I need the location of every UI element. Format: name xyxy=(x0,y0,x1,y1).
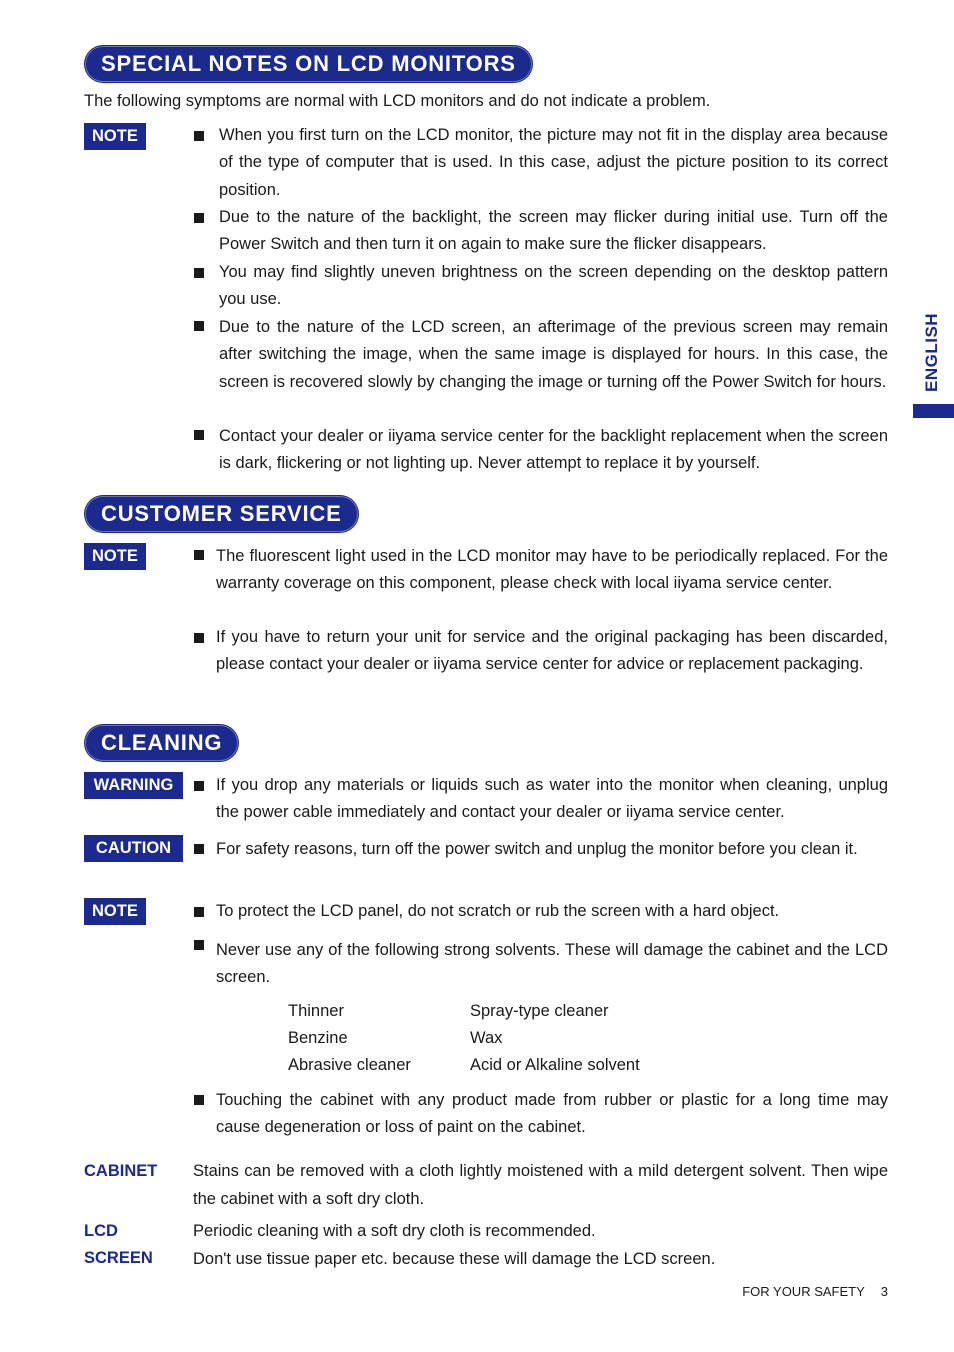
list-item xyxy=(219,122,888,204)
language-tab-marker xyxy=(913,404,954,418)
page-number: 3 xyxy=(880,1284,888,1299)
lcd-screen-term-line2: SCREEN xyxy=(84,1249,153,1267)
bullet-square-icon xyxy=(194,131,204,141)
cabinet-description: Stains can be removed with a cloth lightly moistened with a mild detergent solvent. Then wipe the cabinet with a soft dry cloth. xyxy=(193,1162,888,1208)
list-item-text: When you first turn on the LCD monitor, the picture may not fit in the display area because of the type of computer that is used. In this case, adjust the picture position to its correct position. xyxy=(219,126,888,199)
list-item xyxy=(219,259,888,314)
list-item-text: If you drop any materials or liquids such as water into the monitor when cleaning, unplug the power cable immediately and contact your dealer or iiyama service center. xyxy=(216,776,888,822)
list-item xyxy=(216,1087,888,1142)
bullet-square-icon xyxy=(194,1095,204,1105)
bullet-square-icon xyxy=(194,430,204,440)
list-item-text: Touching the cabinet with any product made from rubber or plastic for a long time may cause degeneration or loss of paint on the cabinet. xyxy=(216,1091,888,1137)
list-item-text: Due to the nature of the backlight, the screen may flicker during initial use. Turn off the Power Switch and then turn it on again to make sure the flicker disappears. xyxy=(219,208,888,254)
solvent-item: Thinner xyxy=(288,1002,344,1020)
lcd-screen-description-line1: Periodic cleaning with a soft dry cloth is recommended. xyxy=(193,1222,596,1240)
language-tab-label: ENGLISH xyxy=(922,312,941,392)
special-notes-intro: The following symptoms are normal with LCD monitors and do not indicate a problem. xyxy=(84,92,711,110)
bullet-square-icon xyxy=(194,781,204,791)
section-title-customer-service: CUSTOMER SERVICE xyxy=(84,495,359,533)
bullet-square-icon xyxy=(194,321,204,331)
lcd-screen-description-line2: Don't use tissue paper etc. because these will damage the LCD screen. xyxy=(193,1250,716,1268)
solvent-item: Acid or Alkaline solvent xyxy=(470,1056,640,1074)
bullet-square-icon xyxy=(194,268,204,278)
caution-label: CAUTION xyxy=(84,835,183,862)
warning-label: WARNING xyxy=(84,772,183,799)
bullet-square-icon xyxy=(194,844,204,854)
bullet-square-icon xyxy=(194,907,204,917)
footer-text: FOR YOUR SAFETY xyxy=(742,1284,865,1299)
list-item xyxy=(219,314,888,396)
note-label: NOTE xyxy=(84,123,146,150)
bullet-square-icon xyxy=(194,940,204,950)
solvent-item: Wax xyxy=(470,1029,503,1047)
list-item-text: The fluorescent light used in the LCD monitor may have to be periodically replaced. For the warranty coverage on this component, please check with local iiyama service center. xyxy=(216,547,888,593)
list-item-text: For safety reasons, turn off the power switch and unplug the monitor before you clean it. xyxy=(216,840,858,858)
list-item-text: Contact your dealer or iiyama service center for the backlight replacement when the screen is dark, flickering or not lighting up. Never attempt to replace it by yourself. xyxy=(219,427,888,473)
list-item-text: To protect the LCD panel, do not scratch or rub the screen with a hard object. xyxy=(216,902,780,920)
list-item xyxy=(216,543,888,598)
list-item xyxy=(219,204,888,259)
bullet-square-icon xyxy=(194,213,204,223)
bullet-square-icon xyxy=(194,633,204,643)
section-title-special-notes: SPECIAL NOTES ON LCD MONITORS xyxy=(84,45,533,83)
solvent-item: Benzine xyxy=(288,1029,348,1047)
list-item xyxy=(216,772,888,827)
list-item-text: Due to the nature of the LCD screen, an afterimage of the previous screen may remain after switching the image, when the same image is displayed for hours. In this case, the screen is recovered slowly by changing the image or turning off the Power Switch for hours. xyxy=(219,318,888,391)
list-item xyxy=(219,423,888,478)
note-label: NOTE xyxy=(84,543,146,570)
solvent-list-right xyxy=(470,998,640,1079)
lcd-screen-term-line1: LCD xyxy=(84,1222,118,1240)
solvent-item: Spray-type cleaner xyxy=(470,1002,609,1020)
solvent-list-left xyxy=(288,998,411,1079)
list-item-text: You may find slightly uneven brightness on the screen depending on the desktop pattern you use. xyxy=(219,263,888,309)
list-item-text: Never use any of the following strong solvents. These will damage the cabinet and the LCD screen. xyxy=(216,941,888,987)
list-item xyxy=(216,937,888,992)
solvent-item: Abrasive cleaner xyxy=(288,1056,411,1074)
bullet-square-icon xyxy=(194,550,204,560)
page-footer xyxy=(742,1284,888,1299)
list-item xyxy=(216,898,888,925)
section-title-cleaning: CLEANING xyxy=(84,724,239,762)
list-item-text: If you have to return your unit for service and the original packaging has been discarded, please contact your dealer or iiyama service center for advice or replacement packaging. xyxy=(216,628,888,674)
list-item xyxy=(216,836,888,863)
cabinet-term: CABINET xyxy=(84,1162,158,1180)
note-label: NOTE xyxy=(84,898,146,925)
list-item xyxy=(216,624,888,679)
